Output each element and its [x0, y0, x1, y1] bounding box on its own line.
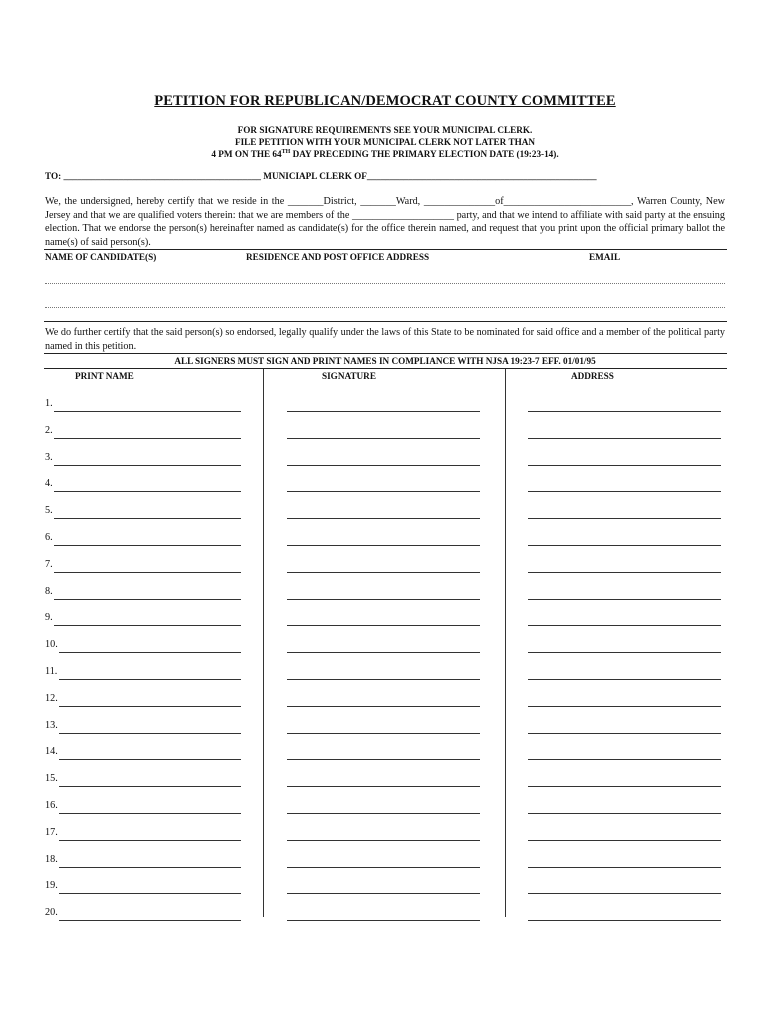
row-number: 8.: [45, 585, 53, 597]
requirements-line-3: [0, 148, 770, 160]
print-name-field[interactable]: [54, 518, 241, 519]
signature-field[interactable]: [287, 840, 480, 841]
signer-row: [0, 452, 770, 466]
row-number: 7.: [45, 558, 53, 570]
print-name-field[interactable]: [59, 840, 241, 841]
row-number: 6.: [45, 532, 53, 543]
to-label: TO:: [45, 171, 64, 181]
print-name-field[interactable]: [54, 545, 241, 546]
signer-row: [0, 505, 770, 519]
signature-field[interactable]: [287, 893, 480, 894]
requirements-line-1: FOR SIGNATURE REQUIREMENTS SEE YOUR MUNICIPAL CLERK.: [237, 125, 533, 135]
ordinal-suffix: TH: [281, 149, 291, 155]
row-number: 17.: [45, 826, 58, 838]
print-name-field[interactable]: [59, 733, 241, 734]
print-name-field[interactable]: [54, 438, 241, 439]
address-field[interactable]: [528, 813, 721, 814]
to-blank-field[interactable]: ___________________________________________: [63, 171, 261, 181]
address-field[interactable]: [528, 893, 721, 894]
signature-field[interactable]: [287, 867, 480, 868]
deadline-text-end: DAY PRECEDING THE PRIMARY ELECTION DATE (19:23-14).: [290, 149, 559, 159]
row-number: 5.: [45, 505, 53, 517]
divider: [44, 321, 727, 322]
print-name-field[interactable]: [54, 625, 241, 626]
print-name-field[interactable]: [59, 652, 241, 653]
print-name-field[interactable]: [59, 706, 241, 707]
row-number: 14.: [45, 746, 58, 758]
row-number: 1.: [45, 398, 53, 409]
print-name-field[interactable]: [59, 813, 241, 814]
divider: [44, 368, 727, 369]
signer-row: [0, 693, 770, 707]
candidate-name-header: NAME OF CANDIDATE(S): [45, 252, 157, 262]
clerk-of-blank-field[interactable]: __________________________________________________: [366, 171, 597, 181]
certify-paragraph: We, the undersigned, hereby certify that we reside in the _______District, _______Ward, ______________of_________________________, Warren County, New Jersey and that we are qualified voters therein: that we are members of the ____________________ party, and that we intend to affiliate with said party at the ensuing election. That we endorse the person(s) hereinafter named as candidate(s) for the office therein named, and request that you print upon the official primary ballot the name(s) of said person(s).: [45, 196, 725, 248]
signature-field[interactable]: [287, 625, 480, 626]
signature-field[interactable]: [287, 920, 480, 921]
address-field[interactable]: [528, 465, 721, 466]
row-number: 2.: [45, 424, 53, 436]
print-name-field[interactable]: [59, 786, 241, 787]
address-field[interactable]: [528, 545, 721, 546]
signer-row: [0, 880, 770, 894]
deadline-text: 4 PM ON THE 64: [211, 149, 282, 159]
address-field[interactable]: [528, 652, 721, 653]
row-number: 19.: [45, 880, 58, 892]
to-clerk-line: [45, 171, 597, 181]
address-field[interactable]: [528, 706, 721, 707]
signature-field[interactable]: [287, 545, 480, 546]
signature-field[interactable]: [287, 759, 480, 760]
signature-field[interactable]: [287, 813, 480, 814]
signer-row: [0, 612, 770, 626]
signer-row: [0, 586, 770, 600]
clerk-label: MUNICIAPL CLERK OF: [261, 171, 367, 181]
signature-field[interactable]: [287, 438, 480, 439]
print-name-field[interactable]: [54, 411, 241, 412]
candidate-entry-line-2[interactable]: [45, 307, 725, 308]
address-field[interactable]: [528, 625, 721, 626]
address-field[interactable]: [528, 599, 721, 600]
address-field[interactable]: [528, 411, 721, 412]
print-name-field[interactable]: [54, 599, 241, 600]
signature-field[interactable]: [287, 491, 480, 492]
row-number: 3.: [45, 451, 53, 463]
address-field[interactable]: [528, 867, 721, 868]
address-field[interactable]: [528, 491, 721, 492]
signature-column-header: SIGNATURE: [322, 371, 376, 381]
address-column-header: ADDRESS: [571, 371, 614, 381]
print-name-field[interactable]: [54, 491, 241, 492]
signer-row: [0, 800, 770, 814]
address-field[interactable]: [528, 733, 721, 734]
row-number: 13.: [45, 719, 58, 731]
signature-field[interactable]: [287, 465, 480, 466]
address-field[interactable]: [528, 759, 721, 760]
row-number: 11.: [45, 666, 58, 677]
signer-row: [0, 639, 770, 653]
address-field[interactable]: [528, 438, 721, 439]
candidate-email-header: EMAIL: [589, 252, 621, 262]
signature-field[interactable]: [287, 679, 480, 680]
print-name-field[interactable]: [59, 867, 241, 868]
signer-row: [0, 827, 770, 841]
signature-field[interactable]: [287, 733, 480, 734]
signer-row: [0, 666, 770, 680]
address-field[interactable]: [528, 679, 721, 680]
row-number: 4.: [45, 478, 53, 490]
signature-field[interactable]: [287, 518, 480, 519]
signature-field[interactable]: [287, 786, 480, 787]
row-number: 16.: [45, 800, 58, 811]
address-field[interactable]: [528, 518, 721, 519]
candidate-entry-line-1[interactable]: [45, 283, 725, 284]
print-name-field[interactable]: [59, 759, 241, 760]
print-name-field[interactable]: [54, 465, 241, 466]
divider: [44, 353, 727, 354]
address-field[interactable]: [528, 786, 721, 787]
print-name-column-header: PRINT NAME: [75, 371, 134, 381]
row-number: 20.: [45, 907, 58, 919]
signer-row: [0, 398, 770, 412]
signer-row: [0, 854, 770, 868]
signer-row: [0, 773, 770, 787]
signers-heading: ALL SIGNERS MUST SIGN AND PRINT NAMES IN COMPLIANCE WITH NJSA 19:23-7 EFF. 01/01/95: [174, 356, 596, 366]
address-field[interactable]: [528, 572, 721, 573]
further-certify-paragraph: We do further certify that the said person(s) so endorsed, legally qualify under the laws of this State to be nominated for said office and a member of the political party named in this petition.: [45, 327, 725, 352]
signer-row: [0, 907, 770, 921]
address-field[interactable]: [528, 840, 721, 841]
row-number: 15.: [45, 773, 58, 785]
print-name-field[interactable]: [59, 679, 241, 680]
row-number: 9.: [45, 612, 53, 624]
page-title: PETITION FOR REPUBLICAN/DEMOCRAT COUNTY COMMITTEE: [154, 93, 616, 109]
candidate-address-header: RESIDENCE AND POST OFFICE ADDRESS: [246, 252, 430, 262]
row-number: 10.: [45, 639, 58, 651]
signature-field[interactable]: [287, 706, 480, 707]
signer-row: [0, 746, 770, 760]
row-number: 12.: [45, 692, 58, 704]
address-field[interactable]: [528, 920, 721, 921]
print-name-field[interactable]: [59, 920, 241, 921]
signature-field[interactable]: [287, 411, 480, 412]
signature-field[interactable]: [287, 652, 480, 653]
requirements-line-2: FILE PETITION WITH YOUR MUNICIPAL CLERK NOT LATER THAN: [234, 137, 535, 147]
signer-row: [0, 532, 770, 546]
signer-row: [0, 720, 770, 734]
signature-field[interactable]: [287, 572, 480, 573]
signer-row: [0, 559, 770, 573]
signer-row: [0, 425, 770, 439]
signer-row: [0, 478, 770, 492]
print-name-field[interactable]: [54, 572, 241, 573]
divider: [44, 249, 727, 250]
row-number: 18.: [45, 853, 58, 865]
signature-field[interactable]: [287, 599, 480, 600]
print-name-field[interactable]: [59, 893, 241, 894]
